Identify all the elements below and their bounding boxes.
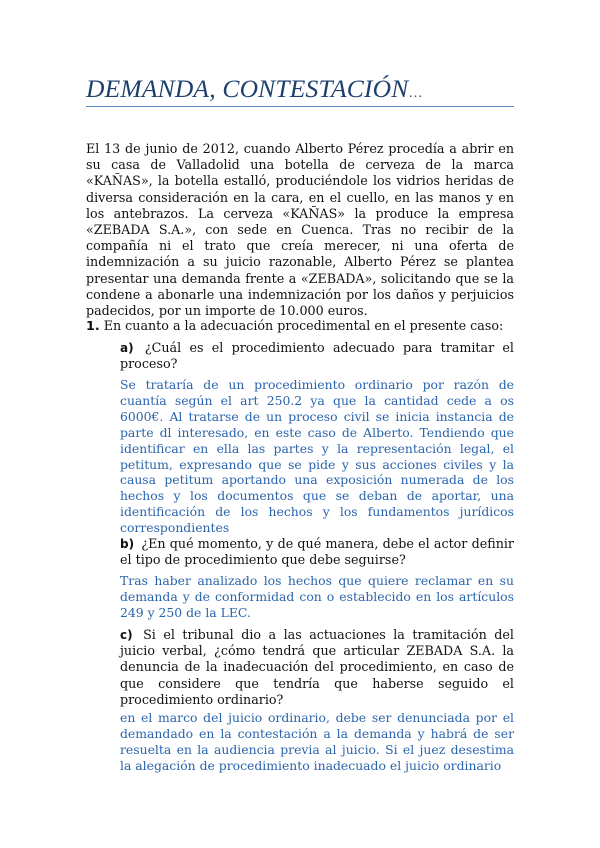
case-statement: El 13 de junio de 2012, cuando Alberto Pérez procedía a abrir en su casa de Valladolid una botella de cerveza de la marca «KAÑAS», la botella estalló, produciéndole los vidrios heridas de diversa consideración en la cara, en el cuello, en las manos y en los antebrazos. La cerveza «KAÑAS» la produce la empresa «ZEBADA S.A.», con sede en Cuenca. Tras no recibir de la compañía ni el trato que creía merecer, ni una oferta de indemnización a su juicio razonable, Alberto Pérez se plantea presentar una demanda frente a «ZEBADA», solicitando que se la condene a abonarle una indemnización por los daños y perjuicios padecidos, por un importe de 10.000 euros.	[86, 141, 514, 319]
subquestion-b-label: b)	[120, 537, 135, 551]
answer-b: Tras haber analizado los hechos que quiere reclamar en su demanda y de conformidad con o establecido en los artículos 249 y 250 de la LEC.	[120, 573, 514, 620]
subquestion-c	[120, 627, 514, 708]
title-text: DEMANDA, CONTESTACIÓN	[86, 74, 409, 103]
title-underline	[86, 106, 514, 107]
subquestion-a-text: ¿Cuál es el procedimiento adecuado para tramitar el proceso?	[120, 340, 514, 372]
answer-c: en el marco del juicio ordinario, debe ser denunciada por el demandado en la contestación a la demanda y habrá de ser resuelta en la audiencia previa al juicio. Si el juez desestima la alegación de procedimiento inadecuado el juicio ordinario	[120, 710, 514, 773]
subquestion-b	[120, 536, 514, 568]
answer-a: Se trataría de un procedimiento ordinario por razón de cuantía según el art 250.2 ya que la cantidad cede a os 6000€. Al tratarse de un proceso civil se inicia instancia de parte dl interesado, en este caso de Alberto. Tendiendo que identificar en ella las partes y la representación legal, el petitum, expresando que se pide y sus acciones civiles y la causa petitum aportando una exposición numerada de los hechos y los documentos que se deban de aportar, una identificación de los hechos y los fundamentos jurídicos correspondientes	[120, 377, 514, 536]
page-title	[86, 74, 516, 104]
subquestion-a	[120, 340, 514, 372]
question-1-number: 1.	[86, 318, 100, 333]
title-ellipsis: …	[408, 86, 424, 101]
subquestion-a-label: a)	[120, 341, 134, 355]
subquestion-c-label: c)	[120, 628, 133, 642]
subquestion-c-text: Si el tribunal dio a las actuaciones la tramitación del juicio verbal, ¿cómo tendrá que articular ZEBADA S.A. la denuncia de la inadecuación del procedimiento, en caso de que considere que tendría que haberse seguido el procedimiento ordinario?	[120, 627, 514, 707]
question-1	[86, 318, 516, 334]
question-1-text: En cuanto a la adecuación procedimental en el presente caso:	[103, 318, 504, 333]
subquestion-b-text: ¿En qué momento, y de qué manera, debe el actor definir el tipo de procedimiento que debe seguirse?	[120, 536, 514, 568]
